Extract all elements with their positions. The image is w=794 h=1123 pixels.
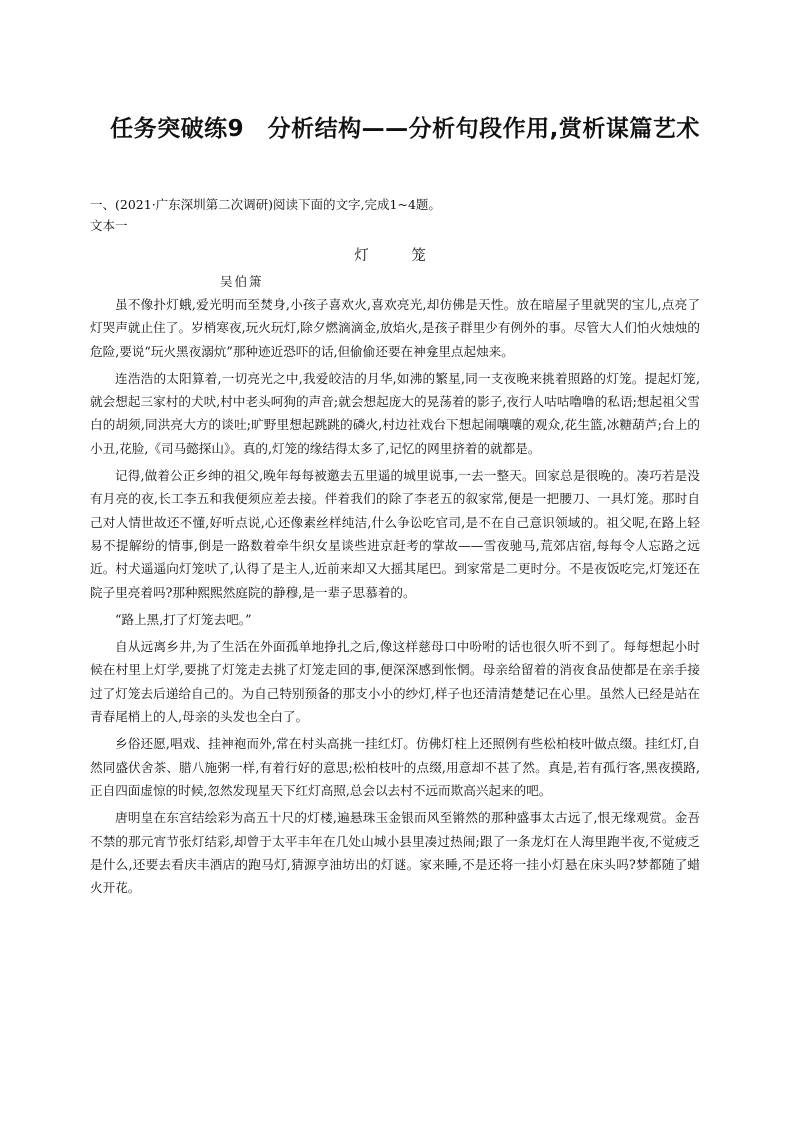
essay-paragraph: “路上黑,打了灯笼去吧。” (115, 611, 252, 627)
essay-paragraph: 连浩浩的太阳算着,一切亮光之中,我爱皎洁的月华,如沸的繁星,同一支夜晚来挑着照路的灯笼。提起灯笼,就会想起三家村的犬吠,村中老头呵狗的声音;就会想起庞大的晃荡着的影子,夜行人咕咕噜噜的私语;想起祖父雪白的胡须,同洪亮大方的谈吐;旷野里想起跳跳的磷火,村边社戏台下想起闹嚷嚷的观众,花生篮,冰糖葫芦;台上的小丑,花脸,《司马懿探山》。真的,灯笼的缘结得太多了,记忆的网里挤着的就都是。 (90, 370, 700, 456)
essay-paragraph: 自从远离乡井,为了生活在外面孤单地挣扎之后,像这样慈母口中吩咐的话也很久听不到了。每每想起小时候在村里上灯学,要挑了灯笼走去挑了灯笼走回的事,便深深感到怅惘。母亲给留着的消夜食品使都是在亲手接过了灯笼去后递给自己的。为自己特别预备的那支小小的纱灯,样子也还清清楚楚记在心里。虽然人已经是站在青春尾梢上的人,母亲的头发也全白了。 (90, 639, 700, 725)
page-title: 任务突破练9 分析结构——分析句段作用,赏析谋篇艺术 (110, 116, 700, 142)
question-instruction: 一、(2021·广东深圳第二次调研)阅读下面的文字,完成1~4题。 (90, 197, 441, 212)
essay-paragraph: 虽不像扑灯蛾,爱光明而至焚身,小孩子喜欢火,喜欢亮光,却仿佛是天性。放在暗屋子里就哭的宝儿,点亮了灯哭声就止住了。岁梢寒夜,玩火玩灯,除夕燃滴滴金,放焰火,是孩子群里少有例外的事。尽管大人们怕火烛烛的危险,要说“玩火黑夜溺炕”那种迹近恐吓的话,但偷偷还要在神龛里点起烛来。 (90, 297, 700, 359)
essay-paragraph: 记得,做着公正乡绅的祖父,晚年每每被邀去五里遥的城里说事,一去一整天。回家总是很晚的。凑巧若是没有月亮的夜,长工李五和我便须应差去接。伴着我们的除了李老五的叙家常,便是一把腰刀、一具灯笼。那时自己对人情世故还不懂,好听点说,心还像素丝样纯洁,什么争讼吃官司,是不在自己意识领域的。祖父呢,在路上轻易不提解纷的情事,倒是一路数着牵牛织女星谈些进京赶考的掌故——雪夜驰马,荒郊店宿,每每令人忘路之远近。村犬遥遥向灯笼吠了,认得了是主人,近前来却又大摇其尾巴。到家常是二更时分。不是夜饭吃完,灯笼还在院子里亮着吗?那种熙熙然庭院的静穆,是一辈子思慕着的。 (90, 468, 700, 600)
essay-title: 灯 笼 (354, 248, 440, 264)
essay-body (90, 293, 700, 903)
text-label: 文本一 (90, 218, 128, 233)
essay-author: 吴伯箫 (220, 274, 264, 289)
essay-paragraph: 乡俗还愿,唱戏、挂神袍而外,常在村头高挑一挂红灯。仿佛灯柱上还照例有些松柏枝叶做点缀。挂红灯,自然同盛伏舍茶、腊八施粥一样,有着行好的意思;松柏枝叶的点缀,用意却不甚了然。真是,若有孤行客,黑夜摸路,正自四面虚惊的时候,忽然发现星天下红灯高照,总会以去村不远而欺高兴起来的吧。 (90, 736, 700, 798)
essay-paragraph: 唐明皇在东宫结绘彩为高五十尺的灯楼,遍悬珠玉金银而风至锵然的那种盛事太古远了,恨无缘观赏。金吾不禁的那元宵节张灯结彩,却曾于太平丰年在几处山城小县里凑过热闹;跟了一条龙灯在人海里跑半夜,不觉疲乏是什么,还要去看庆丰酒店的跑马灯,猜源亨油坊出的灯谜。家来睡,不是还将一挂小灯悬在床头吗?梦都随了蜡火开花。 (90, 810, 700, 896)
